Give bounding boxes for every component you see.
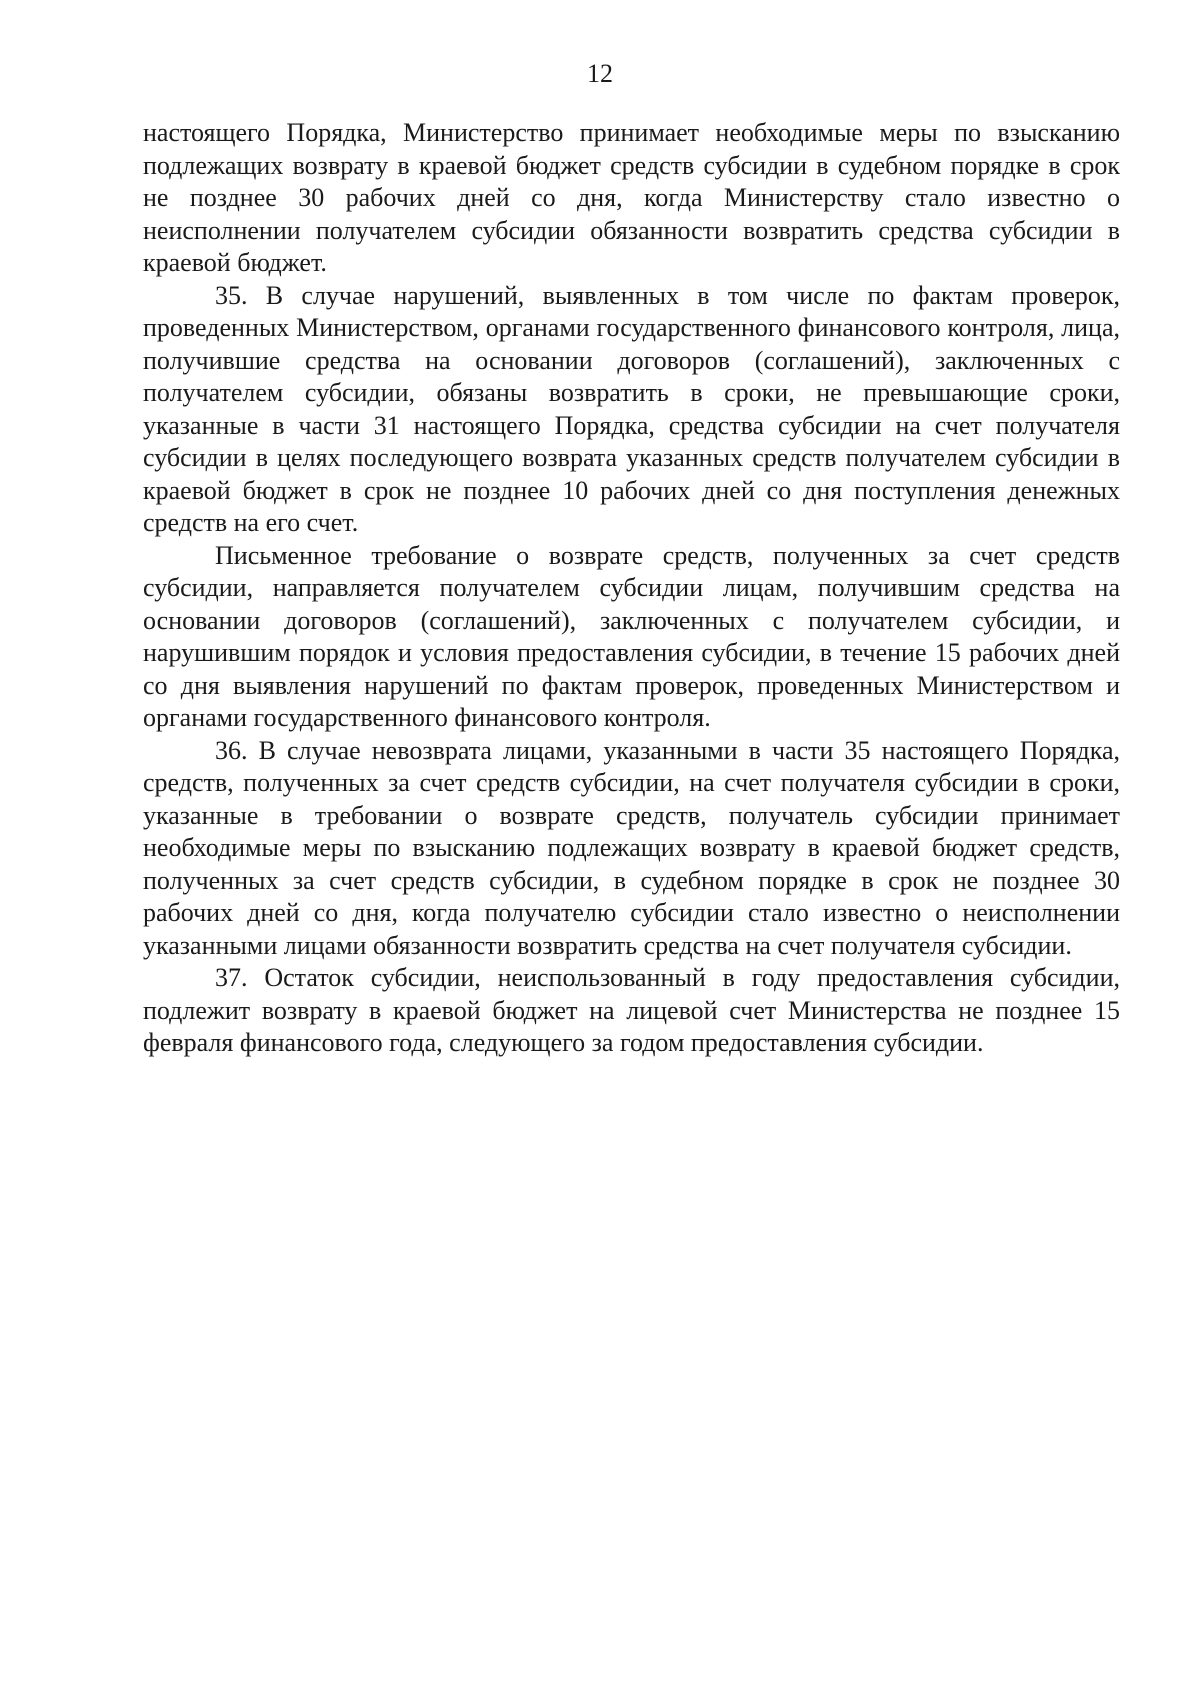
paragraph-36: 36. В случае невозврата лицами, указанными в части 35 настоящего Порядка, средств, полученных за счет средств субсидии, на счет получателя субсидии в сроки, указанные в требовании о возврате средств, получатель субсидии принимает необходимые меры по взысканию подлежащих возврату в краевой бюджет средств, полученных за счет средств субсидии, в судебном порядке в срок не позднее 30 рабочих дней со дня, когда получателю субсидии стало известно о неисполнении указанными лицами обязанности возвратить средства на счет получателя субсидии. (143, 735, 1120, 960)
paragraph-37: 37. Остаток субсидии, неиспользованный в году предоставления субсидии, подлежит возврату в краевой бюджет на лицевой счет Министерства не позднее 15 февраля финансового года, следующего за годом предоставления субсидии. (143, 963, 1120, 1057)
document-body (143, 117, 1120, 1060)
page-number: 12 (587, 59, 613, 88)
paragraph-continuation: настоящего Порядка, Министерство принимает необходимые меры по взысканию подлежащих возврату в краевой бюджет средств субсидии в судебном порядке в срок не позднее 30 рабочих дней со дня, когда Министерству стало известно о неисполнении получателем субсидии обязанности возвратить средства субсидии в краевой бюджет. (143, 118, 1120, 277)
paragraph-35: 35. В случае нарушений, выявленных в том числе по фактам проверок, проведенных Министерством, органами государственного финансового контроля, лица, получившие средства на основании договоров (соглашений), заключенных с получателем субсидии, обязаны возвратить в сроки, не превышающие сроки, указанные в части 31 настоящего Порядка, средства субсидии на счет получателя субсидии в целях последующего возврата указанных средств получателем субсидии в краевой бюджет в срок не позднее 10 рабочих дней со дня поступления денежных средств на его счет. (143, 280, 1120, 537)
paragraph-written-request: Письменное требование о возврате средств, полученных за счет средств субсидии, направляется получателем субсидии лицам, получившим средства на основании договоров (соглашений), заключенных с получателем субсидии, и нарушившим порядок и условия предоставления субсидии, в течение 15 рабочих дней со дня выявления нарушений по фактам проверок, проведенных Министерством и органами государственного финансового контроля. (143, 540, 1120, 732)
